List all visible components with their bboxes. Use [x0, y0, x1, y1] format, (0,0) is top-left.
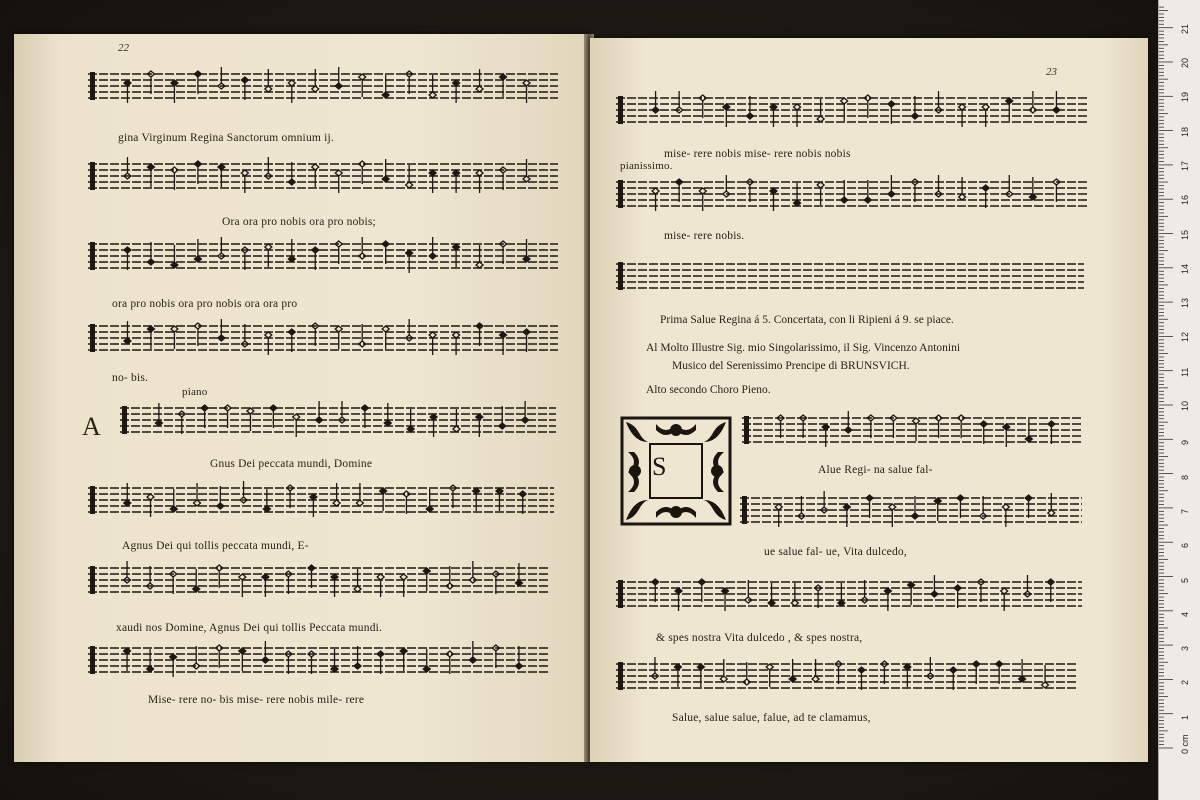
right-page: [590, 38, 1148, 762]
ornamental-initial-letter: S: [652, 452, 667, 481]
dedication-line: Al Molto Illustre Sig. mio Singolarissimo, il Sig. Vincenzo Antonini: [646, 342, 961, 354]
music-staff: [616, 174, 1088, 220]
ruler-label: 11: [1180, 367, 1190, 377]
ruler-label: 8: [1180, 474, 1190, 480]
lyric-line: Salue, salue salue, falue, ad te clamamus,: [672, 712, 871, 724]
ruler-label: 10: [1180, 400, 1190, 411]
lyric-line: Ora ora pro nobis ora pro nobis;: [222, 216, 376, 228]
ruler-label: 21: [1180, 23, 1190, 34]
music-staff: [88, 66, 558, 112]
ruler-label: 7: [1180, 508, 1190, 514]
lyric-line: Agnus Dei qui tollis peccata mundi, E-: [122, 540, 309, 552]
ruler-label: 12: [1180, 332, 1190, 343]
voice-part-label: Alto secondo Choro Pieno.: [646, 384, 771, 396]
ruler-label: 0 cm: [1180, 734, 1190, 754]
lyric-line: mise- rere nobis.: [664, 230, 745, 242]
music-staff: [88, 560, 550, 606]
ruler-label: 2: [1180, 680, 1190, 686]
ruler-label: 6: [1180, 543, 1190, 549]
page-number-right: 23: [1046, 66, 1057, 78]
music-staff: [742, 410, 1082, 456]
music-staff: [616, 656, 1076, 702]
lyric-line: no- bis.: [112, 372, 149, 384]
music-staff: [88, 640, 550, 686]
scale-ruler: [1158, 0, 1200, 800]
ornamental-initial-frame: [620, 416, 732, 526]
piece-title: Prima Salue Regina á 5. Concertata, con li Ripieni á 9. se piace.: [660, 314, 954, 326]
lyric-line: Gnus Dei peccata mundi, Domine: [210, 458, 373, 470]
music-staff: [616, 574, 1082, 620]
lyric-line: & spes nostra Vita dulcedo , & spes nostra,: [656, 632, 863, 644]
page-number-left: 22: [118, 42, 129, 54]
lyric-line: xaudi nos Domine, Agnus Dei qui tollis Peccata mundi.: [116, 622, 383, 634]
music-staff: [88, 236, 558, 282]
music-staff-empty: [616, 256, 1084, 302]
music-staff: [120, 400, 556, 446]
music-staff: [740, 490, 1082, 536]
lyric-line: ue salue fal- ue, Vita dulcedo,: [764, 546, 907, 558]
ruler-label: 13: [1180, 298, 1190, 309]
ruler-label: 19: [1180, 92, 1190, 103]
dedication-line: Musico del Serenissimo Prencipe di BRUNSVICH.: [672, 360, 910, 372]
ruler-label: 1: [1180, 714, 1190, 720]
lyric-line: mise- rere nobis mise- rere nobis nobis: [664, 148, 851, 160]
lyric-line: gina Virginum Regina Sanctorum omnium ij.: [118, 132, 334, 144]
ruler-label: 4: [1180, 611, 1190, 617]
ruler-label: 16: [1180, 195, 1190, 206]
ruler-label: 5: [1180, 577, 1190, 583]
lyric-line: Mise- rere no- bis mise- rere nobis mile- rere: [148, 694, 365, 706]
ruler-label: 20: [1180, 57, 1190, 68]
staff-lines: [88, 66, 558, 112]
ruler-label: 3: [1180, 646, 1190, 652]
dynamic-marking: pianissimo.: [620, 160, 673, 172]
music-staff: [88, 156, 558, 202]
initial-letter: A: [82, 412, 101, 441]
music-staff: [88, 318, 558, 364]
ruler-label: 14: [1180, 263, 1190, 274]
music-staff: [88, 480, 554, 526]
dynamic-marking: piano: [182, 386, 208, 398]
ruler-label: 9: [1180, 440, 1190, 446]
music-staff: [616, 90, 1088, 136]
lyric-line: Alue Regi- na salue fal-: [818, 464, 933, 476]
ruler-label: 15: [1180, 229, 1190, 240]
ruler-label: 17: [1180, 160, 1190, 171]
ruler-label: 18: [1180, 126, 1190, 137]
lyric-line: ora pro nobis ora pro nobis ora ora pro: [112, 298, 298, 310]
